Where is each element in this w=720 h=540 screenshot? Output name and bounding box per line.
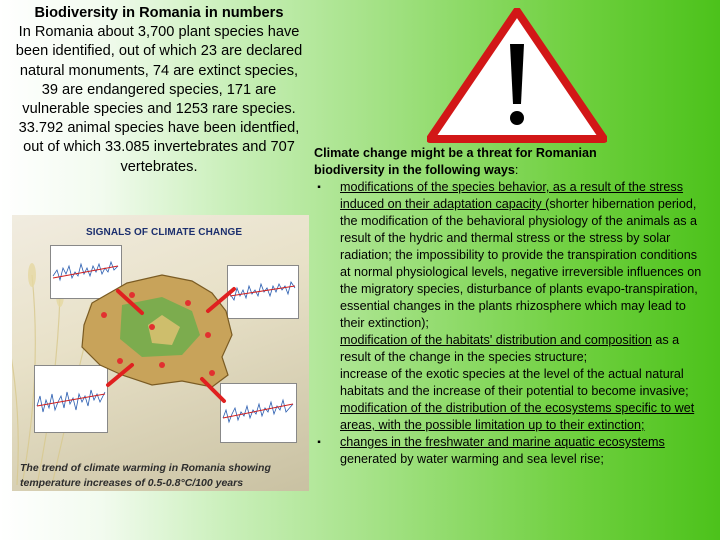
list-item [314,179,709,434]
figure-caption: The trend of climate warming in Romania showing temperature increases of 0.5-0.8°C/100 years [20,462,271,489]
item-aquatic-detail: generated by water warming and sea level rise; [340,452,604,466]
bullet-icon: ▪ [317,182,321,193]
climate-change-figure [12,215,309,491]
biodiversity-title: Biodiversity in Romania in numbers [34,5,284,21]
threats-intro [314,145,709,179]
biodiversity-text-block [14,4,304,177]
list-item [314,434,709,468]
threats-list [314,179,709,468]
item-habitats-detail: as a result of the change in the species structure; [340,333,680,364]
romania-map [12,215,309,491]
bullet-icon: ▪ [317,437,321,448]
item-behavior-underlined: modifications of the species behavior, as a result of the stress induced on their adaptation capacity ( [340,180,684,211]
item-habitats-underlined: modification of the habitats' distribution and composition [340,333,652,347]
warning-sign-icon [427,8,607,143]
item-aquatic-underlined: changes in the freshwater and marine aquatic ecosystems [340,435,665,449]
item-wet-areas: modification of the distribution of the ecosystems specific to wet areas, with the possible limitation up to their extinction; [340,401,695,432]
intro-line-1: Climate change might be a threat for Romanian [314,146,597,160]
item-behavior-detail: shorter hibernation period, the modification of the behavioral physiology of the animals as a result of the hydric and thermal stress or the stress by solar radiation; the impossibility to provide the transpiration conditions at normal physiological levels, negative irreversible influences on the migratory species, disturbance of plants evapo-transpiration, essential changes in the plants rhizosphere which may lead to their extinction); [340,197,702,330]
climate-threats-text [314,145,709,468]
biodiversity-paragraph: In Romania about 3,700 plant species have been identified, out of which 23 are declared natural monuments, 74 are extinct species, 39 are endangered species, 171 are vulnerable species and 1253 rare species. 33.792 animal species have been identfied, out of which 33.085 invertebrates and 707 vertebrates. [15,24,303,175]
figure-title: SIGNALS OF CLIMATE CHANGE [86,227,243,238]
intro-colon: : [514,163,519,177]
item-exotic-species: increase of the exotic species at the level of the actual natural habitats and the increase of their potential to become invasive; [340,367,689,398]
intro-line-2: biodiversity in the following ways [314,163,515,177]
